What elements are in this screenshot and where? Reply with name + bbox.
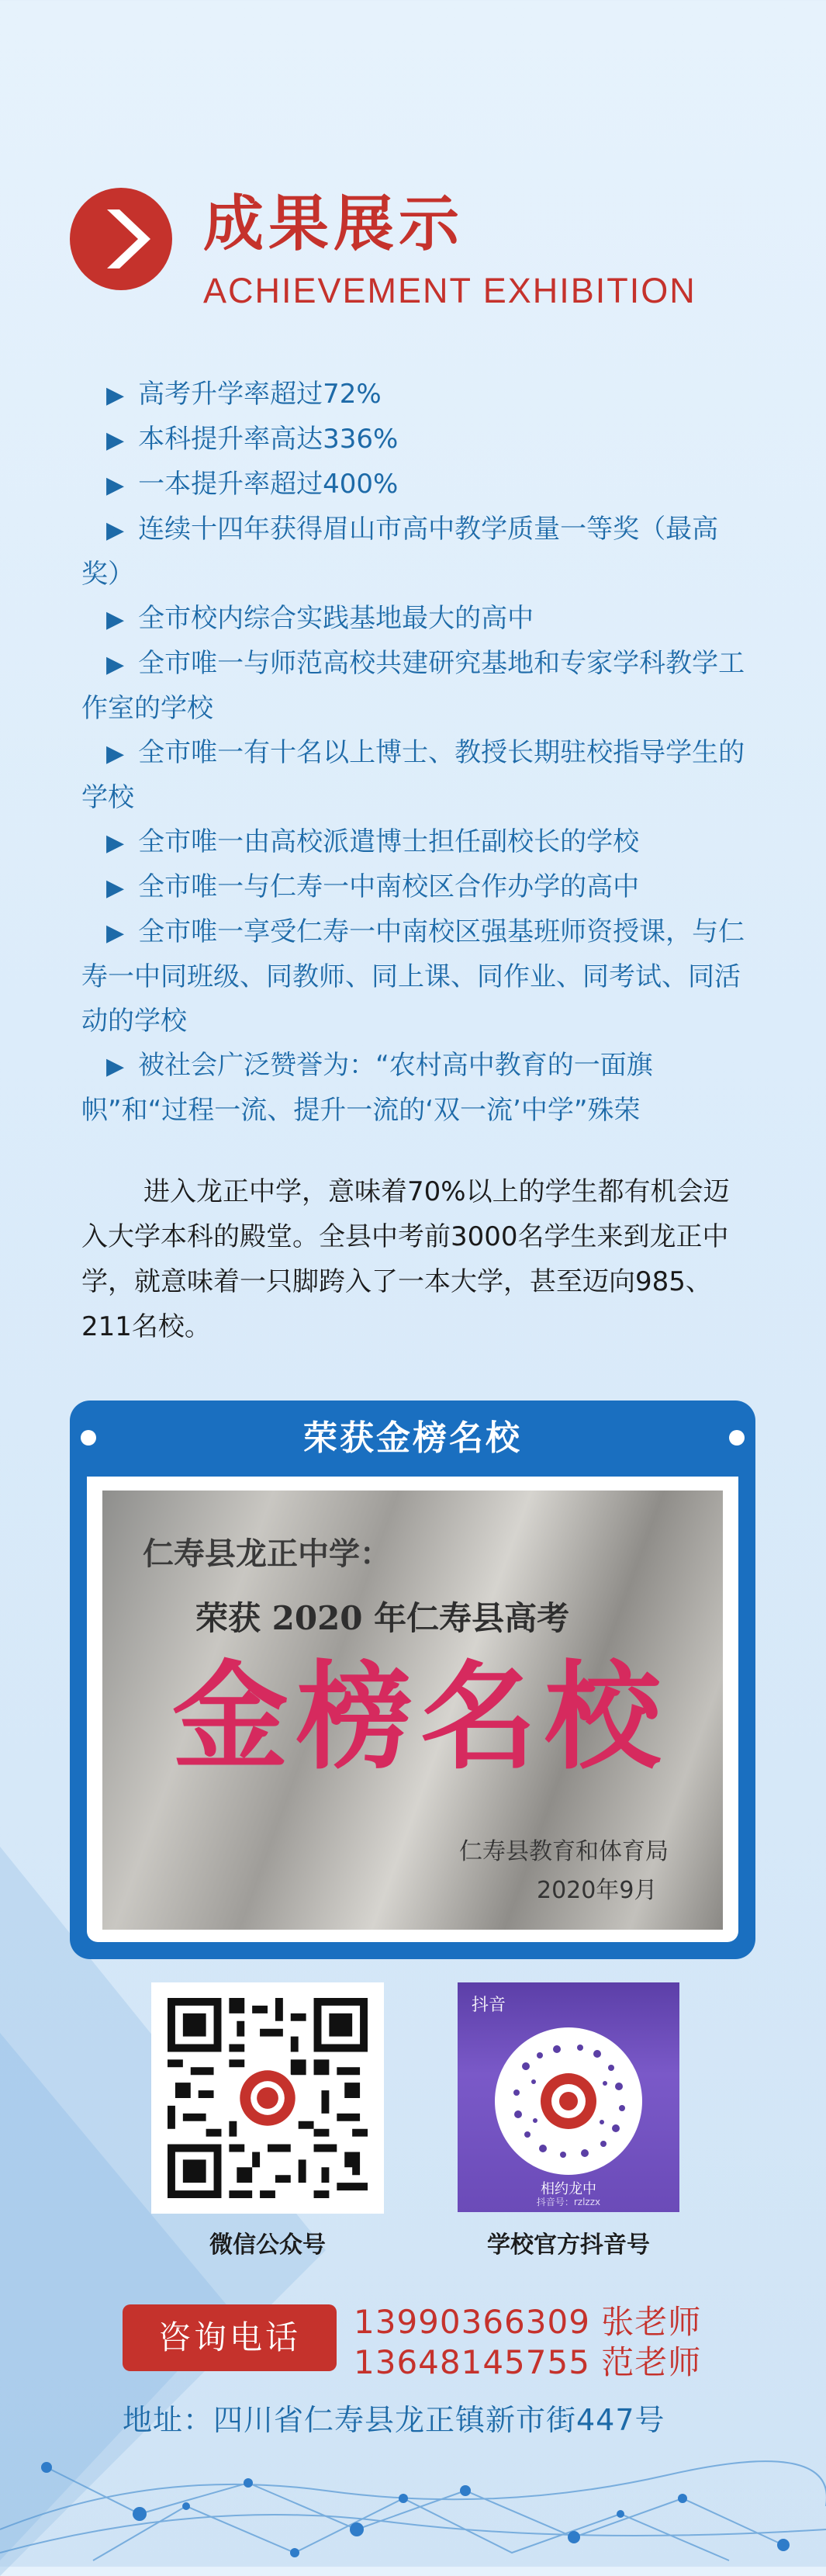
douyin-account-name: 相约龙中 (541, 2181, 596, 2197)
triangle-bullet-icon: ▶ (106, 740, 125, 767)
plaque-school: 仁寿县龙正中学： (143, 1536, 391, 1572)
list-item: ▶ 高考升学率超过72% (81, 372, 748, 417)
address: 地址：四川省仁寿县龙正镇新市街447号 (123, 2403, 665, 2437)
list-item: ▶ 全市唯一有十名以上博士、教授长期驻校指导学生的学校 (81, 731, 748, 820)
triangle-bullet-icon: ▶ (106, 427, 125, 454)
list-item: ▶ 被社会广泛赞誉为：“农村高中教育的一面旗帜”和“过程一流、提升一流的‘双一流’中学”殊荣 (81, 1044, 748, 1133)
award-plaque (102, 1491, 723, 1930)
triangle-bullet-icon: ▶ (106, 1053, 125, 1080)
section-subtitle: ACHIEVEMENT EXHIBITION (203, 271, 696, 310)
douyin-brand: 抖音 (472, 1996, 506, 2015)
triangle-bullet-icon: ▶ (106, 606, 125, 633)
triangle-bullet-icon: ▶ (106, 829, 125, 857)
phone-number[interactable]: 13648145755 范老师 (354, 2343, 702, 2381)
plaque-date: 2020年9月 (537, 1877, 658, 1904)
triangle-bullet-icon: ▶ (106, 874, 125, 902)
network-decoration (0, 2436, 826, 2567)
phone-number[interactable]: 13990366309 张老师 (354, 2303, 702, 2341)
award-panel (70, 1401, 755, 1959)
list-item: ▶ 连续十四年获得眉山市高中教学质量一等奖（最高奖） (81, 507, 748, 597)
douyin-code-circle (495, 2027, 642, 2175)
wechat-qr-icon[interactable] (151, 1982, 384, 2214)
list-item: ▶ 本科提升率高达336% (81, 417, 748, 462)
triangle-bullet-icon: ▶ (106, 382, 125, 409)
list-item: ▶ 全市唯一与师范高校共建研究基地和专家学科教学工作室的学校 (81, 642, 748, 731)
list-item: ▶ 全市校内综合实践基地最大的高中 (81, 597, 748, 642)
triangle-bullet-icon: ▶ (106, 651, 125, 678)
chevron-right-icon (70, 188, 172, 290)
qr-caption: 微信公众号 (209, 2231, 326, 2259)
plaque-issuer: 仁寿县教育和体育局 (459, 1838, 669, 1865)
triangle-bullet-icon: ▶ (106, 919, 125, 947)
award-heading: 荣获金榜名校 (303, 1418, 522, 1458)
qr-caption: 学校官方抖音号 (487, 2231, 650, 2259)
list-item: ▶ 全市唯一由高校派遣博士担任副校长的学校 (81, 820, 748, 865)
consult-phone-label: 咨询电话 (123, 2304, 337, 2371)
list-item: ▶ 全市唯一享受仁寿一中南校区强基班师资授课，与仁寿一中同班级、同教师、同上课、同作业、同考试、同活动的学校 (81, 910, 748, 1044)
douyin-qr-icon[interactable] (458, 1982, 679, 2212)
triangle-bullet-icon: ▶ (106, 472, 125, 499)
plaque-line: 荣获 2020 年仁寿县高考 (195, 1599, 570, 1637)
section-title: 成果展示 (203, 189, 465, 259)
plaque-title: 金榜名校 (172, 1649, 669, 1785)
triangle-bullet-icon: ▶ (106, 517, 125, 544)
award-photo-frame (87, 1477, 738, 1942)
intro-paragraph: 进入龙正中学，意味着70%以上的学生都有机会迈入大学本科的殿堂。全县中考前3000名学生来到龙正中学，就意味着一只脚跨入了一本大学，甚至迈向985、211名校。 (81, 1176, 730, 1342)
list-item: ▶ 一本提升率超过400% (81, 462, 748, 507)
douyin-account-id: 抖音号：rzlzzx (536, 2197, 601, 2207)
achievement-list (81, 372, 748, 1133)
list-item: ▶ 全市唯一与仁寿一中南校区合作办学的高中 (81, 865, 748, 910)
